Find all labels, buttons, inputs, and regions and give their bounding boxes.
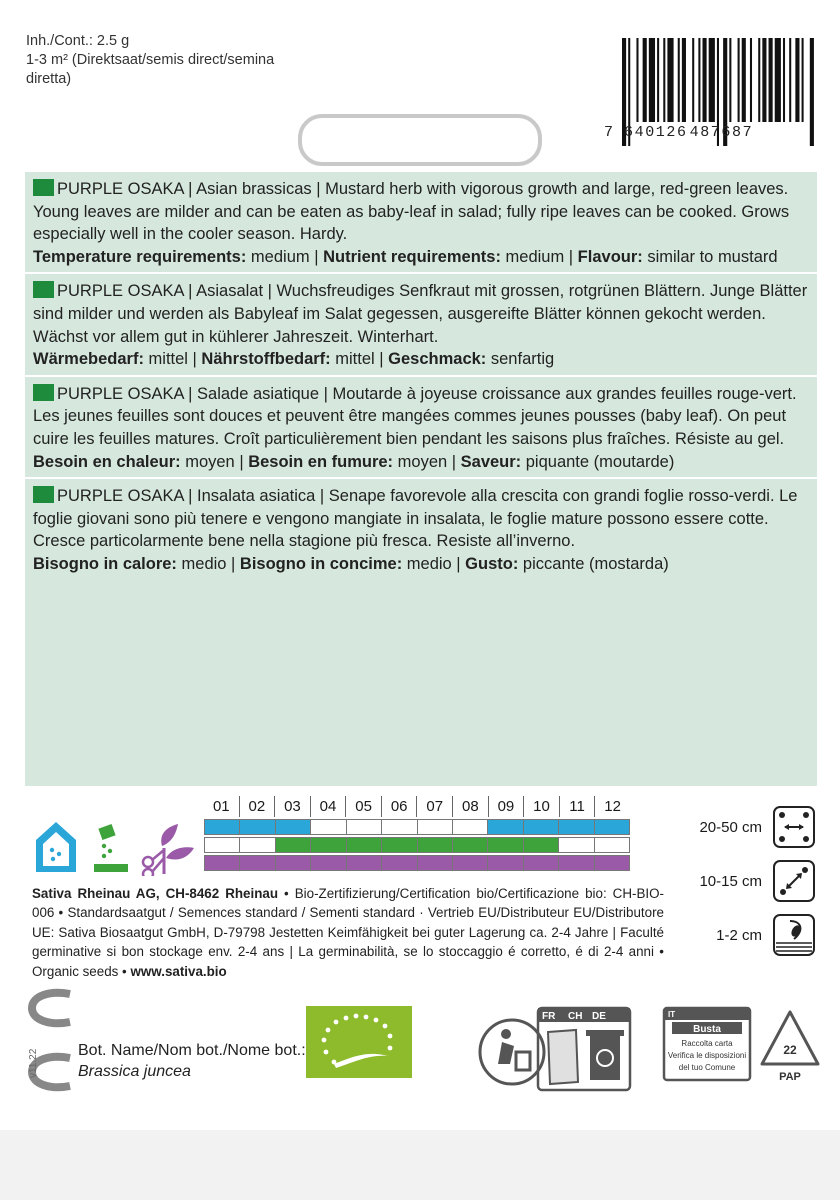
calendar-half-month: [541, 820, 558, 834]
barcode-bar: [636, 38, 638, 122]
description-de: [25, 272, 817, 374]
calendar-half-month: [276, 856, 293, 870]
ce-mark-icon: [26, 986, 72, 1096]
calendar-half-month: [205, 856, 222, 870]
calendar-half-month: [328, 820, 345, 834]
busta-label: Busta: [693, 1024, 721, 1035]
calendar-half-month: [488, 856, 505, 870]
requirement-value: moyen |: [180, 452, 249, 471]
calendar-half-month: [435, 856, 452, 870]
italy-recycling-label: [664, 1008, 750, 1080]
pap-number: 22: [783, 1043, 797, 1057]
it-line-3: del tuo Comune: [678, 1063, 736, 1072]
calendar-half-month: [612, 856, 629, 870]
calendar-row-indoor: [204, 819, 630, 835]
company-details: • Bio-Zertifizierung/Certification bio/Certificazione bio: CH-BIO-006 • Standardsaatgut / Semences standard / Sementi standard · Vertrieb EU/Distributeur EU/Distributore UE: Sativa Biosaatgut GmbH, D-79798 Jestetten Keimfähigkeit bei guter Lagerung ca. 2-4 Jahre | Faculté germinative si bon stockage env. 2-4 ans | La germinabilità, se lo stoccaggio é corretto, é di 2-4 anni • Organic seeds •: [32, 886, 665, 979]
barcode-bar: [649, 38, 655, 122]
calendar-cell: [205, 838, 239, 852]
calendar-half-month: [258, 856, 275, 870]
tidyman-recycle-icon: [480, 1020, 544, 1084]
requirement-label: Bisogno in concime:: [239, 554, 403, 573]
requirement-label: Saveur:: [460, 452, 522, 471]
calendar-cell: [558, 856, 593, 870]
calendar-cell: [346, 820, 381, 834]
description-fr: [25, 375, 817, 477]
pap-recycle-triangle-icon: [762, 1012, 818, 1083]
requirement-label: Wärmebedarf:: [33, 350, 144, 369]
calendar-half-month: [222, 856, 239, 870]
requirement-label: Besoin en fumure:: [248, 452, 394, 471]
it-line-2: Verifica le disposizioni: [667, 1051, 747, 1060]
calendar-half-month: [293, 856, 310, 870]
requirement-value: medium |: [246, 247, 324, 266]
requirement-label: Temperature requirements:: [33, 247, 247, 266]
barcode-bar: [682, 38, 686, 122]
description-it: [25, 477, 817, 579]
sowing-depth-icon: [772, 913, 816, 957]
calendar-half-month: [276, 838, 293, 852]
country-label-fr: FR: [542, 1011, 556, 1022]
calendar-half-month: [559, 820, 576, 834]
calendar-cell: [417, 856, 452, 870]
calendar-cell: [239, 856, 274, 870]
company-name: Sativa Rheinau AG, CH-8462 Rheinau: [32, 886, 279, 901]
barcode-bar: [789, 38, 791, 122]
calendar-half-month: [222, 820, 239, 834]
row-spacing: [676, 804, 816, 850]
calendar-half-month: [222, 838, 239, 852]
calendar-cell: [558, 820, 593, 834]
barcode-bar: [729, 38, 731, 122]
requirement-label: Geschmack:: [388, 350, 487, 369]
row-spacing-icon: [772, 805, 816, 849]
month-label: 03: [274, 796, 310, 817]
calendar-cell: [594, 856, 629, 870]
calendar-half-month: [470, 856, 487, 870]
calendar-cell: [417, 820, 452, 834]
barcode-bar: [678, 38, 680, 122]
sowing-depth-value: 1-2 cm: [716, 926, 762, 944]
barcode-bar: [769, 38, 773, 122]
pap-label: PAP: [779, 1071, 801, 1083]
green-square-icon: [33, 281, 54, 298]
calendar-half-month: [506, 838, 523, 852]
calendar-half-month: [240, 820, 257, 834]
month-label: 09: [488, 796, 524, 817]
it-line-1: Raccolta carta: [681, 1039, 733, 1048]
calendar-row-outdoor: [204, 837, 630, 853]
plant-spacing-value: 10-15 cm: [699, 872, 762, 890]
outdoor-sowing-icon: [94, 824, 128, 872]
calendar-cell: [381, 838, 416, 852]
harvest-scissors-icon: [143, 824, 194, 876]
barcode-bar: [742, 38, 746, 122]
calendar-half-month: [364, 838, 381, 852]
calendar-half-month: [364, 856, 381, 870]
calendar-half-month: [506, 820, 523, 834]
requirement-label: Nutrient requirements:: [323, 247, 501, 266]
country-label-de: DE: [592, 1011, 606, 1022]
calendar-half-month: [293, 820, 310, 834]
calendar-half-month: [382, 856, 399, 870]
sowing-type-icons: [32, 818, 202, 876]
calendar-half-month: [364, 820, 381, 834]
recycling-info: [472, 1006, 822, 1092]
requirement-label: Flavour:: [577, 247, 643, 266]
calendar-half-month: [258, 838, 275, 852]
calendar-half-month: [418, 820, 435, 834]
calendar-half-month: [311, 856, 328, 870]
calendar-half-month: [399, 856, 416, 870]
month-label: 01: [212, 798, 230, 815]
calendar-half-month: [328, 856, 345, 870]
botanical-name: [78, 1040, 306, 1082]
barcode-bar: [657, 38, 659, 122]
barcode-bar: [802, 38, 804, 122]
month-label: 02: [239, 796, 275, 817]
packet-seal-strip: [0, 1130, 840, 1200]
calendar-cell: [523, 838, 558, 852]
calendar-half-month: [418, 838, 435, 852]
calendar-cell: [487, 838, 522, 852]
calendar-cell: [523, 856, 558, 870]
calendar-half-month: [276, 820, 293, 834]
calendar-cell: [452, 838, 487, 852]
sowing-depth: [676, 912, 816, 958]
calendar-half-month: [347, 820, 364, 834]
calendar-cell: [594, 838, 629, 852]
content-weight: Inh./Cont.: 2.5 g: [26, 33, 130, 49]
requirement-value: moyen |: [393, 452, 461, 471]
country-label-ch: CH: [568, 1011, 583, 1022]
calendar-half-month: [347, 838, 364, 852]
calendar-half-month: [311, 838, 328, 852]
version-code: v11.22: [28, 1048, 39, 1078]
spacing-info: [676, 804, 816, 966]
description-text: PURPLE OSAKA | Asian brassicas | Mustard herb with vigorous growth and large, red-green leaves. Young leaves are milder and can be eaten as baby-leaf in salad; fully ripe leaves can be cooked. Grows especially well in the cooler season. Hardy.: [33, 180, 790, 244]
calendar-half-month: [399, 820, 416, 834]
calendar-half-month: [382, 820, 399, 834]
month-label: 10: [523, 796, 559, 817]
calendar-half-month: [240, 856, 257, 870]
requirement-value: similar to mustard: [642, 247, 778, 266]
calendar-half-month: [595, 838, 612, 852]
requirement-label: Bisogno in calore:: [33, 554, 177, 573]
calendar-half-month: [524, 838, 541, 852]
month-label: 06: [381, 796, 417, 817]
month-label: 11: [559, 796, 595, 817]
requirement-value: mittel |: [330, 350, 389, 369]
requirement-value: medio |: [176, 554, 240, 573]
calendar-cell: [275, 856, 310, 870]
calendar-half-month: [506, 856, 523, 870]
row-spacing-value: 20-50 cm: [699, 818, 762, 836]
calendar-half-month: [612, 820, 629, 834]
calendar-half-month: [240, 838, 257, 852]
calendar-half-month: [524, 820, 541, 834]
calendar-half-month: [382, 838, 399, 852]
requirement-value: senfartig: [486, 350, 555, 369]
description-text: PURPLE OSAKA | Asiasalat | Wuchsfreudiges Senfkraut mit grossen, rotgrünen Blättern. Junge Blätter sind milder und werden als Babyleaf im Salat gegessen, ausgereifte Blätter können gekocht werden. Wächst vor allem gut in kühlerer Jahreszeit. Winterhart.: [33, 282, 808, 346]
barcode-bar: [667, 38, 673, 122]
calendar-cell: [417, 838, 452, 852]
calendar-half-month: [435, 820, 452, 834]
calendar-half-month: [453, 856, 470, 870]
calendar-half-month: [559, 856, 576, 870]
calendar-half-month: [576, 856, 593, 870]
calendar-half-month: [205, 838, 222, 852]
barcode-bar: [738, 38, 740, 122]
calendar-half-month: [576, 838, 593, 852]
calendar-half-month: [435, 838, 452, 852]
calendar-cell: [275, 838, 310, 852]
calendar-half-month: [347, 856, 364, 870]
calendar-cell: [239, 838, 274, 852]
calendar-cell: [310, 838, 345, 852]
calendar-cell: [310, 820, 345, 834]
calendar-cell: [381, 856, 416, 870]
calendar-half-month: [453, 820, 470, 834]
company-website[interactable]: www.sativa.bio: [130, 963, 227, 979]
calendar-half-month: [576, 820, 593, 834]
calendar-cell: [239, 820, 274, 834]
calendar-half-month: [470, 838, 487, 852]
calendar-half-month: [470, 820, 487, 834]
calendar-cell: [558, 838, 593, 852]
requirement-label: Gusto:: [465, 554, 519, 573]
plant-spacing: [676, 858, 816, 904]
calendar-half-month: [541, 856, 558, 870]
barcode-lead-digit: 7: [604, 124, 615, 141]
calendar-half-month: [258, 820, 275, 834]
calendar-cell: [275, 820, 310, 834]
calendar-cell: [381, 820, 416, 834]
barcode-bar: [663, 38, 665, 122]
country-label-it: IT: [668, 1010, 676, 1019]
calendar-half-month: [612, 838, 629, 852]
barcode-bar: [795, 38, 799, 122]
calendar-half-month: [559, 838, 576, 852]
barcode-right-group: 487687: [689, 124, 754, 141]
paper-bin-icon: [586, 1030, 624, 1080]
calendar-cell: [205, 820, 239, 834]
calendar-row-harvest: [204, 855, 630, 871]
calendar-cell: [346, 838, 381, 852]
calendar-cell: [452, 856, 487, 870]
calendar-cell: [594, 820, 629, 834]
calendar-half-month: [595, 856, 612, 870]
calendar-cell: [452, 820, 487, 834]
barcode-bar: [709, 38, 715, 122]
packet-window: [298, 114, 542, 166]
eu-organic-logo-icon: [306, 1006, 412, 1078]
calendar-half-month: [453, 838, 470, 852]
requirement-value: medium |: [500, 247, 578, 266]
month-label: 12: [594, 796, 630, 817]
requirement-value: piccante (mostarda): [518, 554, 669, 573]
sorting-labels: [538, 1008, 630, 1090]
description-text: PURPLE OSAKA | Insalata asiatica | Senape favorevole alla crescita con grandi foglie rosso-verdi. Le foglie giovani sono più tenere e vengono mangiate in insalata, le foglie mature possono essere cotte. Cresce particolarmente bene nella stagione più fresca. Resiste all’inverno.: [33, 487, 798, 551]
barcode-left-group: 640126: [624, 124, 688, 141]
requirement-label: Besoin en chaleur:: [33, 452, 181, 471]
barcode-bar: [698, 38, 700, 122]
month-label: 05: [345, 796, 381, 817]
description-text: PURPLE OSAKA | Salade asiatique | Moutarde à joyeuse croissance aux grandes feuilles rouge-vert. Les jeunes feuilles sont douces et peuvent être mangées commes jeunes pousses (baby leaf). On peut cuire les feuilles matures. Croît particulièrement bien pendant les saisons plus fraîches. Résiste au gel.: [33, 384, 797, 448]
sowing-area: 1-3 m² (Direktsaat/semis direct/semina diretta): [26, 52, 275, 87]
calendar-bars: [204, 819, 630, 871]
calendar-half-month: [328, 838, 345, 852]
greenhouse-sowing-icon: [36, 822, 76, 872]
sowing-calendar: [204, 796, 630, 871]
month-label: 04: [310, 796, 346, 817]
botanical-species: Brassica juncea: [78, 1063, 191, 1080]
barcode-bar: [775, 38, 781, 122]
calendar-cell: [487, 856, 522, 870]
barcode-bar: [643, 38, 647, 122]
barcode-bar: [702, 38, 706, 122]
barcode-number: [604, 124, 826, 141]
calendar-cell: [523, 820, 558, 834]
calendar-half-month: [399, 838, 416, 852]
calendar-cell: [346, 856, 381, 870]
green-square-icon: [33, 486, 54, 503]
green-square-icon: [33, 384, 54, 401]
description-panel: [25, 172, 817, 786]
barcode-bar: [762, 38, 766, 122]
green-square-icon: [33, 179, 54, 196]
barcode-bar: [750, 38, 752, 122]
calendar-half-month: [541, 838, 558, 852]
calendar-half-month: [311, 820, 328, 834]
month-label: 08: [452, 796, 488, 817]
company-info: [32, 884, 664, 981]
plant-spacing-icon: [772, 859, 816, 903]
barcode-bar: [783, 38, 785, 122]
calendar-half-month: [293, 838, 310, 852]
calendar-half-month: [524, 856, 541, 870]
calendar-cell: [487, 820, 522, 834]
month-header: [204, 796, 630, 817]
barcode-bar: [758, 38, 760, 122]
requirement-label: Nährstoffbedarf:: [201, 350, 331, 369]
calendar-half-month: [488, 820, 505, 834]
description-en: [25, 172, 817, 272]
calendar-half-month: [205, 820, 222, 834]
calendar-half-month: [418, 856, 435, 870]
month-label: 07: [416, 796, 452, 817]
requirement-value: piquante (moutarde): [521, 452, 675, 471]
botanical-label: Bot. Name/Nom bot./Nome bot.:: [78, 1042, 306, 1059]
calendar-cell: [310, 856, 345, 870]
calendar-cell: [205, 856, 239, 870]
content-info: [26, 32, 306, 89]
requirement-value: mittel |: [143, 350, 202, 369]
requirement-value: medio |: [402, 554, 466, 573]
barcode-bar: [692, 38, 694, 122]
calendar-half-month: [488, 838, 505, 852]
calendar-half-month: [595, 820, 612, 834]
